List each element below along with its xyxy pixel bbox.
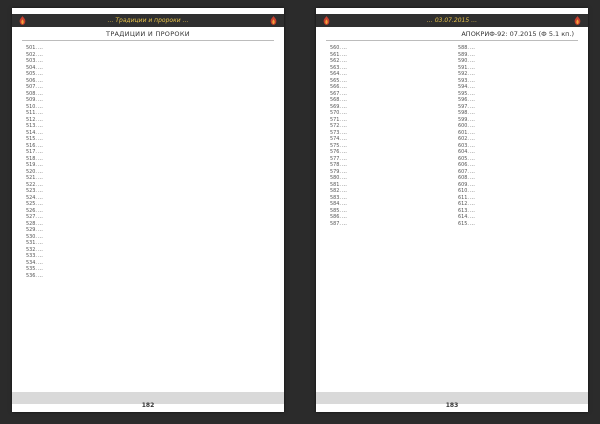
entry-text: … xyxy=(38,71,43,77)
entry-number: 509. xyxy=(26,97,37,103)
entry-number: 595. xyxy=(458,90,469,97)
entry-text: … xyxy=(342,136,347,142)
entry-text: … xyxy=(342,142,347,149)
entry-text: … xyxy=(38,168,43,175)
entry-number: 600. xyxy=(458,123,469,129)
entry-number: 581. xyxy=(330,181,341,188)
entry-number: 560. xyxy=(330,45,341,51)
entry-text: … xyxy=(470,155,475,162)
entry-text: … xyxy=(470,64,475,71)
entry-text: … xyxy=(38,103,43,110)
entry-text: … xyxy=(342,45,347,51)
entry-text: … xyxy=(470,207,475,214)
entry-number: 575. xyxy=(330,142,341,149)
entry-text: … xyxy=(342,188,347,194)
entry-text: … xyxy=(38,129,43,136)
entry-text: … xyxy=(342,194,347,201)
entry-text: … xyxy=(470,90,475,97)
entry-text: … xyxy=(342,58,347,64)
entry-text: … xyxy=(342,77,347,84)
dictionary-entry xyxy=(330,221,450,228)
entry-text: … xyxy=(342,201,347,207)
entry-text: … xyxy=(342,64,347,71)
entry-text: … xyxy=(38,272,43,279)
entry-text: … xyxy=(470,58,475,64)
entry-text: … xyxy=(38,214,43,220)
entry-text: … xyxy=(470,168,475,175)
entry-text: … xyxy=(342,110,347,116)
entry-number: 517. xyxy=(26,149,37,155)
entry-text: … xyxy=(342,116,347,123)
entry-number: 604. xyxy=(458,149,469,155)
entry-number: 614. xyxy=(458,214,469,220)
entry-text: … xyxy=(38,253,43,259)
entry-number: 582. xyxy=(330,188,341,194)
entry-text: … xyxy=(470,142,475,149)
entry-text: … xyxy=(470,162,475,168)
entry-text: … xyxy=(38,194,43,201)
entry-number: 573. xyxy=(330,129,341,136)
entry-number: 571. xyxy=(330,116,341,123)
entry-number: 608. xyxy=(458,175,469,181)
entry-text: … xyxy=(38,45,43,51)
right-divider xyxy=(326,40,578,41)
entry-text: … xyxy=(470,220,475,227)
entry-text: … xyxy=(38,51,43,58)
entry-number: 586. xyxy=(330,214,341,220)
entry-number: 502. xyxy=(26,51,37,58)
entry-text: … xyxy=(342,155,347,162)
entry-text: … xyxy=(38,110,43,116)
entry-number: 589. xyxy=(458,51,469,58)
entry-number: 597. xyxy=(458,103,469,110)
right-footer xyxy=(316,392,588,409)
entry-text: … xyxy=(470,175,475,181)
entry-text: … xyxy=(470,136,475,142)
entry-text: … xyxy=(38,155,43,162)
entry-text: … xyxy=(470,129,475,136)
entry-text: … xyxy=(38,142,43,149)
entry-number: 587. xyxy=(330,220,341,227)
entry-text: … xyxy=(38,201,43,207)
entry-number: 515. xyxy=(26,136,37,142)
left-columns xyxy=(26,45,274,383)
entry-text: … xyxy=(470,45,475,51)
entry-text: … xyxy=(38,259,43,266)
entry-text: … xyxy=(342,149,347,155)
flame-emblem-icon xyxy=(321,15,332,26)
entry-number: 563. xyxy=(330,64,341,71)
entry-number: 531. xyxy=(26,240,37,246)
entry-number: 503. xyxy=(26,58,37,64)
entry-number: 536. xyxy=(26,272,37,279)
entry-text: … xyxy=(38,188,43,194)
entry-number: 522. xyxy=(26,181,37,188)
entry-number: 593. xyxy=(458,77,469,84)
entry-number: 504. xyxy=(26,64,37,71)
left-column-2 xyxy=(154,45,274,383)
entry-number: 526. xyxy=(26,207,37,214)
entry-text: … xyxy=(342,97,347,103)
entry-text: … xyxy=(470,123,475,129)
entry-text: … xyxy=(342,162,347,168)
entry-text: … xyxy=(470,194,475,201)
entry-text: … xyxy=(470,77,475,84)
flame-emblem-icon xyxy=(268,15,279,26)
entry-text: … xyxy=(342,181,347,188)
entry-text: … xyxy=(38,220,43,227)
entry-number: 594. xyxy=(458,84,469,90)
entry-number: 564. xyxy=(330,71,341,77)
entry-number: 527. xyxy=(26,214,37,220)
entry-text: … xyxy=(38,207,43,214)
entry-number: 516. xyxy=(26,142,37,149)
entry-text: … xyxy=(342,71,347,77)
entry-text: … xyxy=(342,207,347,214)
entry-text: … xyxy=(470,97,475,103)
entry-number: 576. xyxy=(330,149,341,155)
entry-text: … xyxy=(470,214,475,220)
entry-number: 568. xyxy=(330,97,341,103)
entry-number: 508. xyxy=(26,90,37,97)
entry-text: … xyxy=(38,233,43,240)
entry-number: 579. xyxy=(330,168,341,175)
entry-text: … xyxy=(470,84,475,90)
entry-text: … xyxy=(38,64,43,71)
entry-number: 519. xyxy=(26,162,37,168)
entry-number: 585. xyxy=(330,207,341,214)
flame-emblem-icon xyxy=(572,15,583,26)
right-page xyxy=(316,8,588,412)
entry-text: … xyxy=(342,214,347,220)
entry-number: 528. xyxy=(26,220,37,227)
entry-number: 613. xyxy=(458,207,469,214)
entry-number: 533. xyxy=(26,253,37,259)
dictionary-entry xyxy=(458,221,578,228)
entry-text: … xyxy=(470,149,475,155)
entry-text: … xyxy=(470,110,475,116)
right-header-title: … 03.07.2015 … xyxy=(426,17,478,24)
entry-number: 602. xyxy=(458,136,469,142)
entry-text: … xyxy=(38,181,43,188)
entry-text: … xyxy=(342,84,347,90)
entry-text: … xyxy=(38,77,43,84)
entry-number: 535. xyxy=(26,266,37,272)
entry-number: 513. xyxy=(26,123,37,129)
entry-number: 574. xyxy=(330,136,341,142)
entry-number: 592. xyxy=(458,71,469,77)
entry-text: … xyxy=(38,136,43,142)
entry-number: 518. xyxy=(26,155,37,162)
entry-text: … xyxy=(38,240,43,246)
entry-number: 605. xyxy=(458,155,469,162)
entry-text: … xyxy=(342,51,347,58)
entry-number: 565. xyxy=(330,77,341,84)
entry-text: … xyxy=(38,246,43,253)
entry-number: 588. xyxy=(458,45,469,51)
entry-text: … xyxy=(38,227,43,233)
left-subtitle: ТРАДИЦИИ И ПРОРОКИ xyxy=(106,30,190,38)
dictionary-entry xyxy=(26,273,146,280)
entry-text: … xyxy=(38,175,43,181)
entry-text: … xyxy=(470,51,475,58)
entry-number: 523. xyxy=(26,188,37,194)
entry-text: … xyxy=(342,220,347,227)
entry-text: … xyxy=(470,201,475,207)
entry-number: 596. xyxy=(458,97,469,103)
entry-number: 601. xyxy=(458,129,469,136)
entry-number: 567. xyxy=(330,90,341,97)
entry-number: 606. xyxy=(458,162,469,168)
entry-number: 590. xyxy=(458,58,469,64)
entry-text: … xyxy=(38,123,43,129)
entry-text: … xyxy=(342,175,347,181)
entry-number: 609. xyxy=(458,181,469,188)
entry-number: 583. xyxy=(330,194,341,201)
entry-text: … xyxy=(38,149,43,155)
entry-number: 534. xyxy=(26,259,37,266)
entry-number: 512. xyxy=(26,116,37,123)
entry-text: … xyxy=(470,188,475,194)
entry-text: … xyxy=(342,129,347,136)
right-columns xyxy=(330,45,578,383)
entry-number: 524. xyxy=(26,194,37,201)
entry-number: 599. xyxy=(458,116,469,123)
left-divider xyxy=(22,40,274,41)
left-footer xyxy=(12,392,284,409)
entry-text: … xyxy=(38,90,43,97)
left-header-band xyxy=(12,14,284,27)
entry-number: 510. xyxy=(26,103,37,110)
entry-number: 615. xyxy=(458,220,469,227)
entry-text: … xyxy=(38,58,43,64)
entry-number: 577. xyxy=(330,155,341,162)
entry-text: … xyxy=(470,71,475,77)
page-number: 182 xyxy=(141,402,155,409)
entry-number: 572. xyxy=(330,123,341,129)
entry-text: … xyxy=(342,90,347,97)
right-column-1 xyxy=(330,45,450,383)
entry-text: … xyxy=(470,181,475,188)
entry-number: 530. xyxy=(26,233,37,240)
entry-number: 607. xyxy=(458,168,469,175)
entry-number: 532. xyxy=(26,246,37,253)
left-header-title: … Традиции и пророки … xyxy=(107,17,189,24)
entry-text: … xyxy=(38,116,43,123)
page-number: 183 xyxy=(445,402,459,409)
entry-text: … xyxy=(38,97,43,103)
right-subtitle: АПОКРИФ-92: 07.2015 (Ф 5.1 кп.) xyxy=(461,30,574,38)
entry-number: 578. xyxy=(330,162,341,168)
entry-text: … xyxy=(470,103,475,110)
entry-text: … xyxy=(38,266,43,272)
entry-text: … xyxy=(38,162,43,168)
entry-number: 584. xyxy=(330,201,341,207)
entry-number: 603. xyxy=(458,142,469,149)
entry-number: 591. xyxy=(458,64,469,71)
entry-number: 561. xyxy=(330,51,341,58)
entry-number: 611. xyxy=(458,194,469,201)
entry-number: 612. xyxy=(458,201,469,207)
entry-number: 566. xyxy=(330,84,341,90)
entry-number: 520. xyxy=(26,168,37,175)
left-page xyxy=(12,8,284,412)
entry-text: … xyxy=(342,168,347,175)
entry-number: 507. xyxy=(26,84,37,90)
entry-text: … xyxy=(38,84,43,90)
right-header-band xyxy=(316,14,588,27)
entry-number: 610. xyxy=(458,188,469,194)
entry-number: 562. xyxy=(330,58,341,64)
flame-emblem-icon xyxy=(17,15,28,26)
entry-text: … xyxy=(342,103,347,110)
entry-number: 569. xyxy=(330,103,341,110)
entry-number: 501. xyxy=(26,45,37,51)
entry-text: … xyxy=(470,116,475,123)
entry-number: 511. xyxy=(26,110,37,116)
entry-number: 570. xyxy=(330,110,341,116)
entry-number: 521. xyxy=(26,175,37,181)
entry-number: 580. xyxy=(330,175,341,181)
entry-number: 514. xyxy=(26,129,37,136)
entry-number: 506. xyxy=(26,77,37,84)
entry-number: 525. xyxy=(26,201,37,207)
entry-number: 529. xyxy=(26,227,37,233)
entry-number: 505. xyxy=(26,71,37,77)
right-column-2 xyxy=(458,45,578,383)
entry-number: 598. xyxy=(458,110,469,116)
left-column-1 xyxy=(26,45,146,383)
entry-text: … xyxy=(342,123,347,129)
